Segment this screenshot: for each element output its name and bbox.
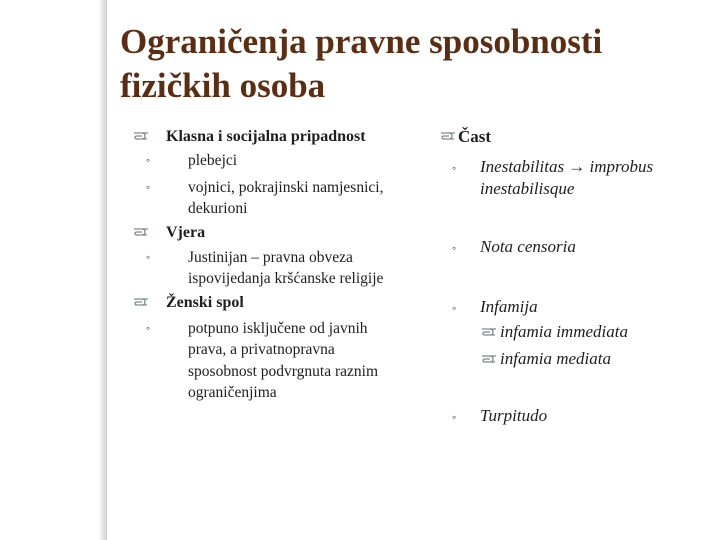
right-subitem-label: infamia mediata	[500, 349, 611, 368]
left-list-item	[133, 150, 398, 172]
right-item-label: Nota censoria	[480, 237, 576, 256]
right-list-item	[440, 156, 700, 200]
left-item-label: vojnici, pokrajinski namjesnici, dekurioni	[188, 178, 384, 217]
page-shadow	[98, 0, 106, 540]
ring-bullet-icon: ◦	[146, 320, 151, 335]
right-subitem	[440, 347, 700, 371]
ring-bullet-icon: ◦	[146, 179, 151, 194]
left-heading-gender	[133, 292, 398, 314]
left-heading-religion	[133, 222, 398, 244]
scroll-bullet-icon	[481, 326, 497, 338]
left-list-item	[133, 247, 398, 290]
slide-title: Ograničenja pravne sposobnosti fizičkih osoba	[120, 22, 603, 105]
right-item-label: Turpitudo	[480, 406, 548, 425]
right-subitem	[440, 320, 700, 344]
right-item-label: Infamija	[480, 297, 538, 316]
scroll-bullet-icon	[440, 130, 456, 142]
left-item-label: potpuno isključene od javnih prava, a privatnopravna sposobnost podvrgnuta raznim ograničenjima	[188, 319, 379, 401]
scroll-bullet-icon	[133, 130, 149, 142]
right-list-item	[440, 296, 700, 318]
left-item-label: Justinijan – pravna obveza ispovijedanja kršćanske religije	[188, 248, 384, 287]
scroll-bullet-icon	[133, 296, 149, 308]
right-heading	[440, 126, 700, 148]
ring-bullet-icon: ◦	[146, 153, 151, 167]
left-heading-label: Vjera	[166, 223, 206, 241]
right-list-item	[440, 405, 700, 427]
left-list-item	[133, 177, 398, 220]
ring-bullet-icon: ◦	[452, 161, 457, 175]
page-edge-line	[106, 0, 107, 540]
right-list-item	[440, 236, 700, 258]
left-column	[133, 126, 398, 404]
right-column	[440, 126, 700, 427]
right-item-label: Inestabilitas → improbus inestabilisque	[480, 157, 654, 198]
right-heading-label: Čast	[458, 127, 492, 146]
scroll-bullet-icon	[133, 226, 149, 238]
left-heading-label: Ženski spol	[166, 293, 244, 311]
ring-bullet-icon: ◦	[452, 241, 457, 255]
ring-bullet-icon: ◦	[452, 301, 457, 315]
left-heading-class	[133, 126, 398, 148]
ring-bullet-icon: ◦	[146, 249, 151, 264]
ring-bullet-icon: ◦	[452, 410, 457, 424]
left-heading-label: Klasna i socijalna pripadnost	[166, 128, 366, 145]
left-item-label: plebejci	[188, 152, 238, 169]
right-subitem-label: infamia immediata	[500, 322, 628, 341]
left-list-item	[133, 318, 398, 404]
scroll-bullet-icon	[481, 353, 497, 365]
